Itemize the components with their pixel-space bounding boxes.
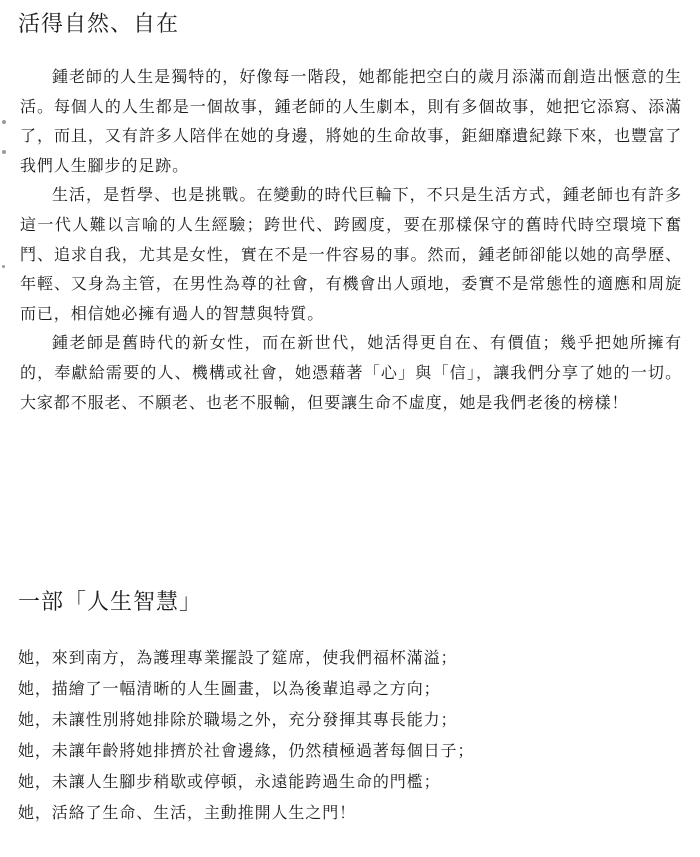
paragraph-1: 鍾老師的人生是獨特的，好像每一階段，她都能把空白的歲月添滿而創造出愜意的生活。每個人的人生都是一個故事，鍾老師的人生劇本，則有多個故事，她把它添寫、添滿了，而且，又有許多人陪伴在她的身邊，將她的生命故事，鉅細靡遺紀錄下來，也豐富了我們人生腳步的足跡。 — [20, 67, 682, 175]
scan-speck-mark — [2, 150, 6, 154]
section-title-life-wisdom: 一部「人生智慧」 — [18, 590, 203, 615]
essay-body — [20, 62, 682, 417]
section-title-natural-life: 活得自然、自在 — [18, 12, 180, 37]
poem-line-2: 她，描繪了一幅清晰的人生圖畫，以為後輩追尋之方向； — [18, 679, 441, 698]
poem-line-5: 她，未讓人生腳步稍歇或停頓，永遠能跨過生命的門檻； — [18, 772, 441, 791]
poem-line-4: 她，未讓年齡將她排擠於社會邊緣，仍然積極過著每個日子； — [18, 741, 475, 760]
poem-line-3: 她，未讓性別將她排除於職場之外，充分發揮其專長能力； — [18, 710, 458, 729]
poem-line-6: 她，活絡了生命、生活，主動推開人生之門！ — [18, 803, 357, 822]
paragraph-3: 鍾老師是舊時代的新女性，而在新世代，她活得更自在、有價值；幾乎把她所擁有的，奉獻給需要的人、機構或社會，她憑藉著「心」與「信」，讓我們分享了她的一切。大家都不服老、不願老、也老不服輸，但要讓生命不虛度，她是我們老後的榜樣！ — [20, 333, 682, 412]
poem-block — [18, 642, 688, 828]
poem-line-1: 她，來到南方，為護理專業擺設了筵席，使我們福杯滿溢； — [18, 648, 458, 667]
paragraph-2: 生活，是哲學、也是挑戰。在變動的時代巨輪下，不只是生活方式，鍾老師也有許多這一代人難以言喻的人生經驗；跨世代、跨國度，要在那樣保守的舊時代時空環境下奮鬥、追求自我，尤其是女性，實在不是一件容易的事。然而，鍾老師卻能以她的高學歷、年輕、又身為主管，在男性為尊的社會，有機會出人頭地，委實不是常態性的適應和周旋而已，相信她必擁有過人的智慧與特質。 — [20, 185, 682, 323]
scan-speck-mark — [2, 120, 6, 124]
scan-speck-mark — [2, 265, 5, 268]
